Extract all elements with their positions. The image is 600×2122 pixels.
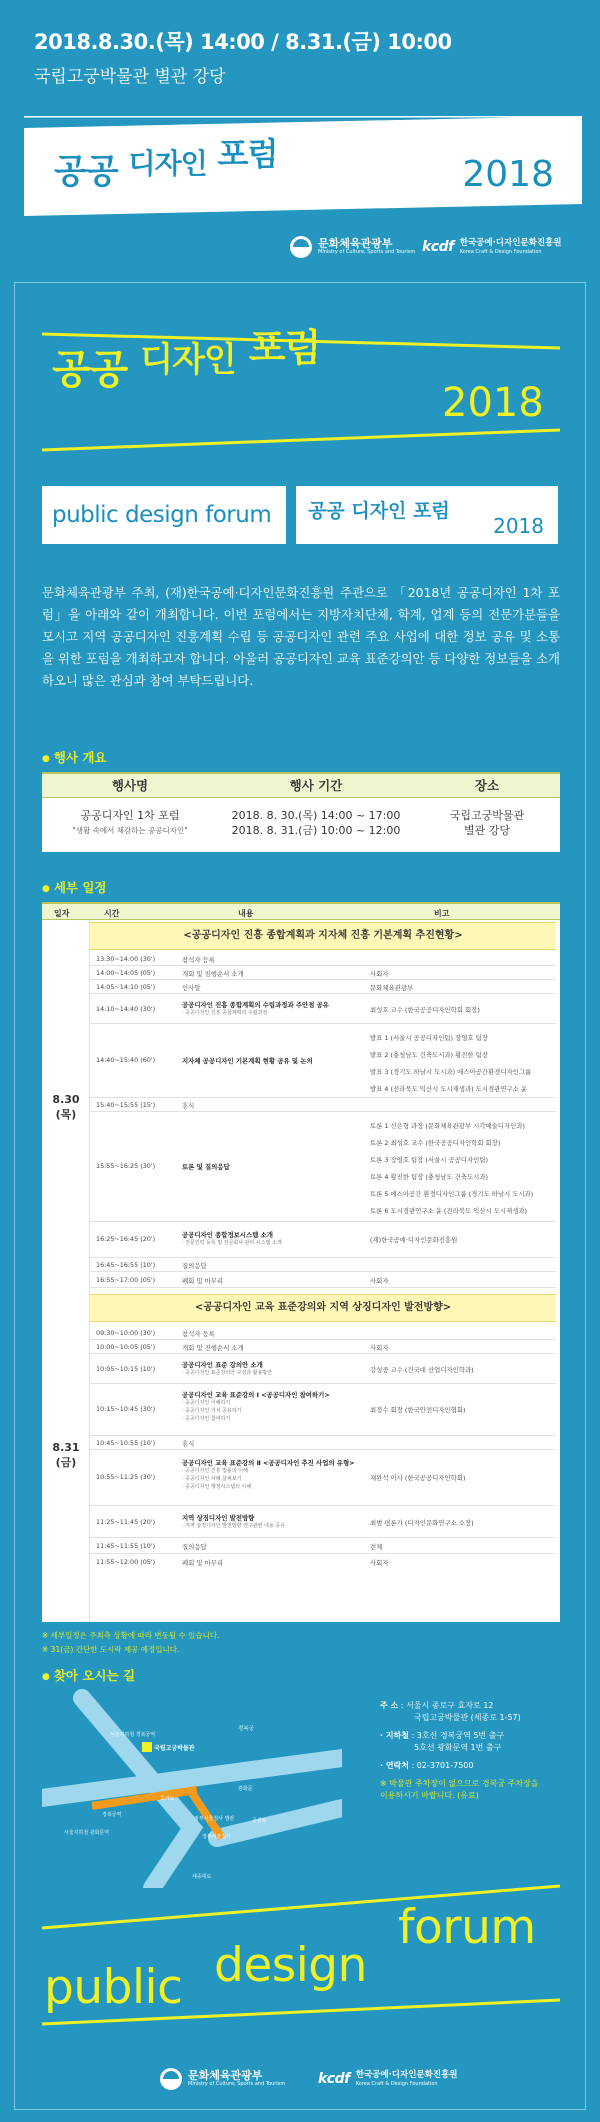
row-note: [370, 1118, 533, 1220]
location-section-title: ● 찾아 오시는 길: [42, 1666, 135, 1684]
overview-name-cell: [42, 798, 218, 852]
row-note: 사회자: [370, 1277, 389, 1285]
schedule-header-row: [42, 902, 560, 920]
event-date: 2018.8.30.(목) 14:00 / 8.31.(금) 10:00: [34, 30, 452, 54]
mcst-name: 문화체육관광부: [318, 237, 393, 250]
row-time: 16:25~16:45 (20'): [96, 1235, 156, 1243]
row-sub: · 공공디자인 진흥 종합계획의 수립과정: [182, 1010, 268, 1016]
schedule-note-1: ※ 세부일정은 주최측 상황에 따라 변동될 수 있습니다.: [42, 1631, 220, 1640]
row-note-line: 토론 3 장영호 팀장 (서울시 공공디자인팀): [370, 1156, 488, 1164]
schedule-row: [90, 1112, 556, 1222]
schedule-row: [90, 1506, 556, 1538]
overview-place-2: 별관 강당: [463, 824, 510, 837]
row-content: 공공디자인 교육 표준강의 Ⅰ <공공디자인 참여하기>: [182, 1391, 330, 1399]
mcst-logo: [290, 236, 415, 258]
schedule-note-2: ※ 31(금) 간단한 도시락 제공 예정입니다.: [42, 1645, 180, 1654]
row-time: 10:45~10:55 (10'): [96, 1439, 156, 1447]
row-sub: · 공공디자인 사례 살펴보기: [182, 1476, 242, 1482]
row-sub: · 공공디자인 가치 공유하기: [182, 1408, 242, 1414]
row-time: 10:55~11:25 (30'): [96, 1473, 156, 1481]
contact-number: : 02-3701-7500: [411, 1761, 474, 1770]
intro-paragraph: 문화체육관광부 주최, (재)한국공예·디자인문화진흥원 주관으로 「2018년 공공디자인 1차 포럼」을 아래와 같이 개최합니다. 이번 포럼에서는 지방자치단체, 학계, 업계 등의 전문가분들을 모시고 지역 공공디자인 진흥계획 수립 등 공공디자인 관련 주요 사업에 대한 정보 공유 및 소통을 위한 포럼을 개최하고자 합니다. 아울러 공공디자인 교육 표준강의안 등 다양한 정보들을 소개하오니 많은 관심과 참여 부탁드립니다.: [42, 585, 561, 688]
english-logo-text: public design forum: [52, 502, 272, 528]
day1-cell: [42, 920, 90, 1302]
day2-theme-banner: <공공디자인 교육 표준강의와 지역 상징디자인 발전방향>: [90, 1294, 556, 1322]
schedule-table: [42, 902, 560, 1622]
row-sub: · 공공디자인 표준강의안 구성과 활용방안: [182, 1370, 273, 1376]
row-content: 개회 및 진행순서 소개: [182, 970, 244, 978]
row-content: 질의응답: [182, 1543, 207, 1551]
overview-header-name: 행사명: [111, 778, 149, 793]
address-line-1: : 서울시 종로구 효자로 12: [400, 1701, 494, 1710]
schedule-row: [90, 952, 556, 966]
row-content: 지자체 공공디자인 기본계획 현황 공유 및 논의: [182, 1057, 313, 1065]
schedule-row: [90, 1354, 556, 1384]
row-content: 폐회 및 마무리: [182, 1559, 224, 1567]
contact-label: · 연락처: [380, 1761, 410, 1770]
subway-label: · 지하철: [380, 1731, 410, 1740]
row-time: 14:10~14:40 (30'): [96, 1005, 156, 1013]
row-content: 개회 및 진행순서 소개: [182, 1344, 244, 1352]
row-note-line: 발표 4 (전라북도 익산시 도시재생과) 도시경관연구소 윤: [370, 1085, 528, 1093]
row-note: 강성중 교수 (건국대 산업디자인학과): [370, 1366, 474, 1374]
overview-section-title: ● 행사 개요: [42, 748, 107, 766]
schedule-row: [90, 1384, 556, 1436]
map-label-hyoja: 효자로: [160, 1796, 175, 1802]
row-content: 폐회 및 마무리: [182, 1277, 224, 1285]
row-content: 토론 및 질의응답: [182, 1163, 230, 1171]
korean-logo-text: 공공 디자인 포럼: [308, 500, 450, 522]
footer-kcdf-subname: Korea Craft & Design Foundation: [355, 2081, 438, 2087]
overview-period-1: 2018. 8. 30.(목) 14:00 ~ 17:00: [231, 809, 401, 822]
overview-header-place: 장소: [474, 778, 500, 793]
row-time: 11:55~12:00 (05'): [96, 1558, 156, 1566]
address-block: [380, 1700, 570, 1808]
event-header: [0, 0, 600, 276]
map-label-gugook: 공관로: [252, 1818, 267, 1824]
schedule-row: [90, 1538, 556, 1554]
row-time: 15:40~15:55 (15'): [96, 1101, 156, 1109]
korean-logo-year: 2018: [493, 514, 544, 538]
schedule-row: [90, 1098, 556, 1112]
row-note: 최범 평론가 (디자인문화연구소 소장): [370, 1519, 474, 1527]
row-note-line: 토론 2 최성호 교수 (한국공공디자인학회 회장): [370, 1139, 501, 1147]
row-note: 전체: [370, 1543, 383, 1551]
row-note: 최성호 교수 (한국공공디자인학회 회장): [370, 1006, 480, 1014]
row-content: 공공디자인 표준 강의안 소개: [182, 1361, 263, 1369]
row-sub: · 전문인력 등록 및 전문회사 관리 시스템 소개: [182, 1240, 282, 1246]
schedule-header-time: 시간: [104, 909, 120, 918]
museum-marker-icon: [142, 1742, 152, 1752]
schedule-row: [90, 1450, 556, 1506]
footer-kcdf-logo: [318, 2070, 458, 2088]
poster-title: [52, 326, 321, 395]
row-sub: · 공공디자인 이해하기: [182, 1400, 231, 1406]
row-note: 사회자: [370, 1344, 389, 1352]
map-label-station2: 서울지하철 광화문역: [64, 1830, 110, 1836]
row-content: 질의응답: [182, 1262, 207, 1270]
day2-date: 8.31: [52, 1441, 80, 1454]
row-time: 16:45~16:55 (10'): [96, 1261, 156, 1269]
day1-theme-banner: <공공디자인 진흥 종합계획과 지자체 진흥 기본계획 추진현황>: [90, 922, 556, 950]
row-time: 13:30~14:00 (30'): [96, 955, 156, 963]
footer-kcdf-name: 한국공예·디자인문화진흥원: [355, 2070, 458, 2080]
parking-note-2: 이용하시기 바랍니다. (유료): [380, 1791, 479, 1800]
overview-header-row: [42, 772, 560, 798]
subway-line-1: : 3호선 경복궁역 5번 출구: [411, 1731, 505, 1740]
schedule-row: [90, 1222, 556, 1258]
footer-kcdf-mark: kcdf: [318, 2071, 350, 2087]
row-content: 공공디자인 종합정보시스템 소개: [182, 1231, 273, 1239]
map-label-sejong: 세종대로: [192, 1874, 212, 1880]
row-time: 10:00~10:05 (05'): [96, 1343, 156, 1351]
row-content: 인사말: [182, 984, 201, 992]
footer-logos: [160, 2066, 540, 2096]
overview-name-sub: "생활 속에서 체감하는 공공디자인": [72, 826, 188, 835]
day1-weekday: (목): [55, 1108, 77, 1121]
schedule-row: [90, 1436, 556, 1450]
row-time: 14:00~14:05 (05'): [96, 969, 156, 977]
row-time: 14:40~15:40 (60'): [96, 1056, 156, 1064]
schedule-section-title: ● 세부 일정: [42, 878, 107, 896]
row-note-line: 발표 3 (경기도 하남시 도시과) 에스아공간환경디자인그룹: [370, 1068, 532, 1076]
row-time: 11:25~11:45 (20'): [96, 1518, 156, 1526]
poster-year: 2018: [442, 380, 544, 426]
header-title-card: [24, 116, 582, 216]
title-word-1: 공공: [54, 152, 118, 192]
subway-line-2: 5호선 광화문역 1번 출구: [414, 1743, 502, 1752]
overview-name: 공공디자인 1차 포럼: [80, 809, 180, 822]
title-word-3: 포럼: [217, 135, 278, 173]
map-label-gwanghwa: 광화문: [238, 1786, 253, 1792]
row-content: 참석자 등록: [182, 1330, 215, 1338]
map-label-station1: 서울지하철 경복궁역: [110, 1732, 156, 1738]
english-logo-box: [42, 486, 286, 544]
schedule-row: [90, 1326, 556, 1340]
row-note: 문화체육관광부: [370, 984, 414, 992]
address-label: 주 소: [380, 1701, 399, 1710]
overview-period-2: 2018. 8. 31.(금) 10:00 ~ 12:00: [231, 824, 401, 837]
footer-mcst-emblem-icon: [160, 2068, 182, 2090]
header-title: [54, 135, 278, 193]
day2-weekday: (금): [55, 1456, 77, 1469]
schedule-row: [90, 1272, 556, 1288]
row-content: 휴식: [182, 1102, 195, 1110]
row-note: (재)한국공예·디자인문화진흥원: [370, 1236, 458, 1244]
overview-header-period: 행사 기간: [289, 778, 343, 793]
row-sub: · 지역 상징디자인 발전방향 연구관련 내용 공유: [182, 1523, 285, 1529]
overview-table: [42, 772, 560, 852]
poster-title-word-2: 디자인: [140, 340, 236, 380]
map-label-center: 정부서울청사 별관: [194, 1816, 235, 1822]
row-time: 14:05~14:10 (05'): [96, 983, 156, 991]
header-year: 2018: [462, 154, 554, 195]
schedule-row: [90, 1554, 556, 1570]
footer-mcst-subname: Ministry of Culture, Sports and Tourism: [188, 2081, 286, 2087]
map-label-gyeongbok: 경복궁: [238, 1726, 254, 1732]
kcdf-mark: kcdf: [422, 239, 454, 255]
row-note-line: 토론 5 에스아공간 환경디자인그룹 (경기도 하남시 도시과): [370, 1190, 534, 1198]
row-note-line: 발표 2 (충청남도 건축도시과) 황진한 팀장: [370, 1051, 488, 1059]
row-note: 채완석 이사 (한국공공디자인학회): [370, 1474, 466, 1482]
row-content: 공공디자인 진흥 종합계획의 수립과정과 주안점 공유: [182, 1001, 329, 1009]
mcst-subname: Ministry of Culture, Sports and Tourism: [318, 249, 416, 255]
kcdf-logo: [422, 238, 562, 256]
map-label-museum: 국립고궁박물관: [154, 1745, 195, 1752]
row-note-line: 토론 4 황진한 팀장 (충청남도 건축도시과): [370, 1173, 488, 1181]
row-content: 공공디자인 교육 표준강의 Ⅱ <공공디자인 추진 사업의 유형>: [182, 1459, 355, 1467]
row-note: 최정수 회장 (한국안전디자인협회): [370, 1406, 466, 1414]
row-time: 15:55~16:25 (30'): [96, 1162, 156, 1170]
overview-place-1: 국립고궁박물관: [449, 809, 525, 822]
schedule-header-note: 비고: [434, 909, 450, 918]
schedule-row: [90, 1024, 556, 1098]
row-content: 참석자 등록: [182, 956, 215, 964]
mcst-emblem-icon: [290, 236, 312, 258]
location-map: [42, 1688, 342, 1888]
row-sub: · 공공디자인 진흥 법률의 이해: [182, 1468, 248, 1474]
footer-word-forum: forum: [398, 1900, 536, 1955]
day1-date: 8.30: [52, 1093, 80, 1106]
row-time: 09:30~10:00 (30'): [96, 1329, 156, 1337]
row-note: [370, 1030, 531, 1098]
row-sub: · 공공디자인 행정시스템의 이해: [182, 1484, 252, 1490]
row-note-line: 토론 6 도시경관연구소 윤 (전라북도 익산시 도시재생과): [370, 1207, 528, 1215]
row-note: 사회자: [370, 1559, 389, 1567]
row-note-line: 발표 1 (서울시 공공디자인팀) 장영호 팀장: [370, 1034, 488, 1042]
map-label-palace: 경복궁역: [102, 1812, 122, 1818]
schedule-row: [90, 966, 556, 980]
schedule-row: [90, 994, 556, 1024]
poster-title-word-1: 공공: [52, 347, 128, 393]
event-venue: 국립고궁박물관 별관 강당: [34, 67, 226, 87]
korean-logo-box: [296, 486, 558, 544]
header-logos: [290, 234, 590, 264]
kcdf-name: 한국공예·디자인문화진흥원: [459, 238, 562, 248]
overview-body-row: [42, 798, 560, 852]
footer-word-design: design: [214, 1938, 367, 1993]
row-content: 지역 상징디자인 발전방향: [182, 1514, 255, 1522]
schedule-row: [90, 1340, 556, 1354]
row-time: 10:15~10:45 (30'): [96, 1405, 156, 1413]
row-time: 10:05~10:15 (10'): [96, 1365, 156, 1373]
row-note: 사회자: [370, 970, 389, 978]
row-time: 16:55~17:00 (05'): [96, 1276, 156, 1284]
schedule-row: [90, 1258, 556, 1272]
schedule-row: [90, 980, 556, 994]
poster-title-word-3: 포럼: [248, 326, 321, 370]
footer-mcst-logo: [160, 2068, 285, 2090]
row-note-line: 토론 1 신은형 과장 (문화체육관광부 시각예술디자인과): [370, 1122, 526, 1130]
row-content: 휴식: [182, 1440, 195, 1448]
schedule-header-day: 일자: [54, 909, 70, 918]
overview-place-cell: [414, 798, 560, 852]
kcdf-subname: Korea Craft & Design Foundation: [459, 249, 542, 255]
day2-cell: [42, 1290, 90, 1622]
overview-period-cell: [218, 798, 414, 852]
row-time: 11:45~11:55 (10'): [96, 1542, 156, 1550]
parking-note-1: ※ 박물관 주차장이 없으므로 경복궁 주차장을: [380, 1779, 539, 1788]
title-word-2: 디자인: [128, 147, 207, 180]
map-label-gov: 정부서울청사: [202, 1834, 231, 1840]
footer-mcst-name: 문화체육관광부: [188, 2069, 263, 2082]
schedule-header-content: 내용: [238, 909, 254, 918]
footer-word-public: public: [44, 1960, 183, 2015]
row-sub: · 공공디자인 참여하기: [182, 1416, 231, 1422]
address-line-2: 국립고궁박물관 (세종로 1-57): [414, 1713, 521, 1722]
